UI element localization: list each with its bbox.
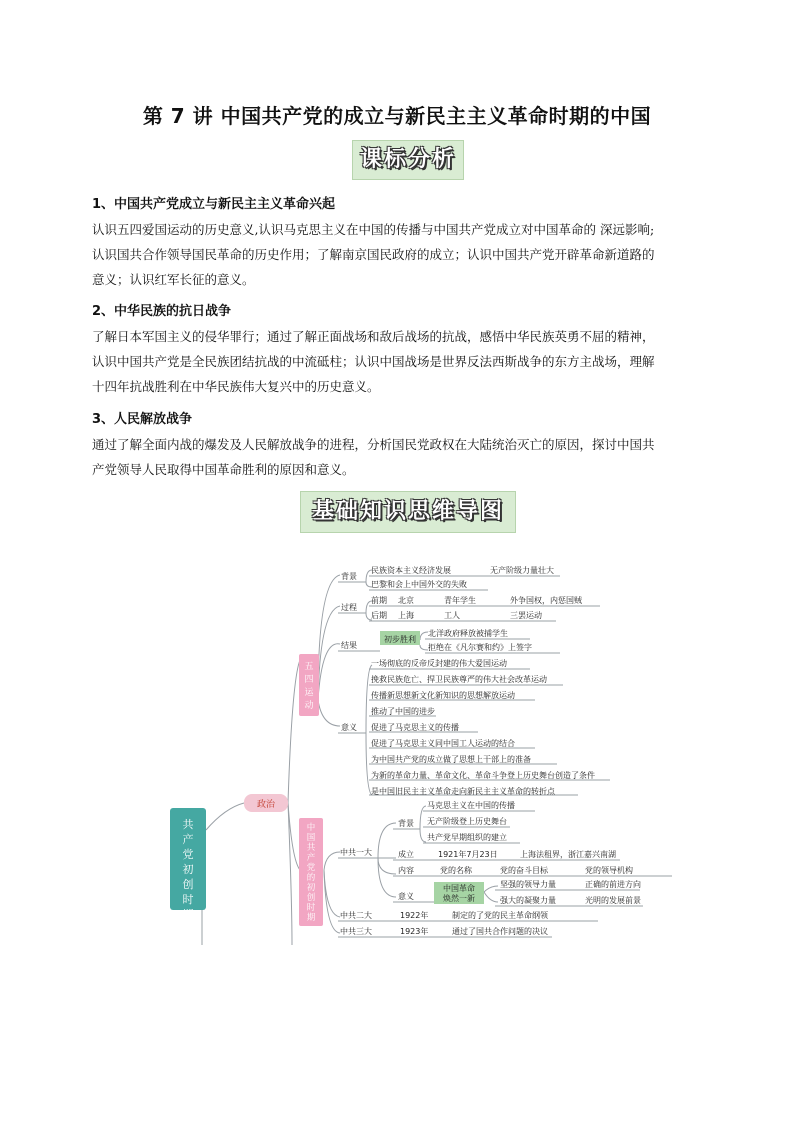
politics-label: 政治 xyxy=(256,800,276,810)
result-tag-label: 初步胜利 xyxy=(384,635,416,644)
branch-label-meaning: 意义 xyxy=(341,723,357,732)
section-paragraph-2 xyxy=(92,324,722,399)
section-heading-1: 1、中国共产党成立与新民主主义革命兴起 xyxy=(92,197,336,212)
section-heading-2: 2、中华民族的抗日战争 xyxy=(92,304,232,319)
ccp-meaning-item: 正确的前进方向 xyxy=(585,880,641,889)
branch-label-background: 背景 xyxy=(341,572,357,581)
meaning-item: 推动了中国的进步 xyxy=(371,707,435,716)
ccp-label-char: 期 xyxy=(306,913,316,923)
branch-label-process: 过程 xyxy=(341,603,357,612)
ccp-label-char: 初 xyxy=(306,883,316,893)
ccp-label-char: 时 xyxy=(306,903,316,913)
ccp-content-item: 党的领导机构 xyxy=(585,866,633,875)
ccp-bg-item: 无产阶级登上历史舞台 xyxy=(427,817,507,826)
ccp-second-year: 1922年 xyxy=(400,911,429,920)
paragraph-line: 了解日本军国主义的侵华罪行；通过了解正面战场和敌后战场的抗战，感悟中华民族英勇不屈的精神， xyxy=(92,329,655,344)
ccp-label-char: 共 xyxy=(306,843,316,853)
may4-label-char: 动 xyxy=(304,701,314,711)
meaning-item: 促进了马克思主义的传播 xyxy=(371,723,459,732)
ccp-meaning-tag-label: 焕然一新 xyxy=(443,894,475,903)
root-label-char: 初 xyxy=(182,863,194,876)
meaning-item: 一场彻底的反帝反封建的伟大爱国运动 xyxy=(371,659,507,668)
paragraph-line: 认识国共合作领导国民革命的历史作用；了解南京国民政府的成立；认识中国共产党开辟革命新道路的 xyxy=(92,247,655,262)
root-label-char: 时 xyxy=(182,893,194,906)
meaning-item: 传播新思想新文化新知识的思想解放运动 xyxy=(371,691,515,700)
process-item: 前期 xyxy=(371,596,387,605)
section-heading-3: 3、人民解放战争 xyxy=(92,412,193,427)
result-item: 拒绝在《凡尔赛和约》上签字 xyxy=(428,643,532,652)
section-paragraph-1 xyxy=(92,217,722,292)
process-item: 三罢运动 xyxy=(510,611,542,620)
ccp-founding-date: 1921年7月23日 xyxy=(438,850,498,859)
ccp-bg-item: 共产党早期组织的建立 xyxy=(427,833,507,842)
ccp-label-char: 的 xyxy=(306,873,316,883)
ccp-content-item: 党的名称 xyxy=(440,866,472,875)
ccp-meaning-item: 强大的凝聚力量 xyxy=(500,896,556,905)
paragraph-line: 认识五四爱国运动的历史意义,认识马克思主义在中国的传播与中国共产党成立对中国革命的 深远影响; xyxy=(92,222,655,237)
ccp-second-text: 制定的了党的民主革命纲领 xyxy=(452,911,548,920)
process-item: 后期 xyxy=(371,611,387,620)
page-title: 第 7 讲 中国共产党的成立与新民主主义革命时期的中国 xyxy=(142,104,652,128)
ccp-meaning-tag-label: 中国革命 xyxy=(443,884,475,893)
paragraph-line: 十四年抗战胜利在中华民族伟大复兴中的历史意义。 xyxy=(92,379,380,394)
paragraph-line: 意义；认识红军长征的意义。 xyxy=(92,272,255,287)
ccp-label-char: 产 xyxy=(306,853,316,863)
mindmap-banner: 基础知识思维导图 xyxy=(300,491,516,533)
may4-label-char: 四 xyxy=(304,675,314,685)
may4-label-char: 运 xyxy=(304,688,314,698)
branch-label-result: 结果 xyxy=(341,641,357,650)
ccp-meaning-item: 坚强的领导力量 xyxy=(500,880,556,889)
section-paragraph-3 xyxy=(92,432,722,482)
paragraph-line: 产党领导人民取得中国革命胜利的原因和意义。 xyxy=(92,462,355,477)
paragraph-line: 认识中国共产党是全民族团结抗战的中流砥柱；认识中国战场是世界反法西斯战争的东方主战场，理解 xyxy=(92,354,655,369)
process-item: 上海 xyxy=(398,611,414,620)
ccp-bg-label: 背景 xyxy=(398,819,414,828)
root-label-char: 产 xyxy=(182,833,194,846)
root-label-char: 党 xyxy=(182,848,194,861)
ccp-content-label: 内容 xyxy=(398,866,414,875)
ccp-second-congress: 中共二大 xyxy=(340,911,372,920)
process-item: 青年学生 xyxy=(444,596,476,605)
process-item: 外争国权，内惩国贼 xyxy=(510,596,582,605)
ccp-label-char: 党 xyxy=(306,863,316,873)
result-item: 北洋政府释放被捕学生 xyxy=(428,629,508,638)
bg-item: 民族资本主义经济发展 xyxy=(371,566,451,575)
may4-label-char: 五 xyxy=(304,662,314,672)
ccp-third-text: 通过了国共合作问题的决议 xyxy=(452,927,548,936)
meaning-item: 挽救民族危亡、捍卫民族尊严的伟大社会改革运动 xyxy=(371,675,547,684)
ccp-label-char: 中 xyxy=(306,823,316,833)
mind-map xyxy=(0,550,794,950)
ccp-first-congress: 中共一大 xyxy=(340,848,372,857)
ccp-meaning-label: 意义 xyxy=(398,892,414,901)
ccp-third-year: 1923年 xyxy=(400,927,429,936)
ccp-bg-item: 马克思主义在中国的传播 xyxy=(427,801,515,810)
meaning-item: 促进了马克思主义同中国工人运动的结合 xyxy=(371,739,515,748)
ccp-meaning-item: 光明的发展前景 xyxy=(585,896,641,905)
process-item: 北京 xyxy=(398,596,414,605)
ccp-founding-label: 成立 xyxy=(398,850,414,859)
bg-item: 无产阶级力量壮大 xyxy=(490,566,554,575)
ccp-third-congress: 中共三大 xyxy=(340,927,372,936)
paragraph-line: 通过了解全面内战的爆发及人民解放战争的进程，分析国民党政权在大陆统治灭亡的原因，探讨中国共 xyxy=(92,437,655,452)
bg-item: 巴黎和会上中国外交的失败 xyxy=(371,580,467,589)
ccp-content-item: 党的奋斗目标 xyxy=(500,866,548,875)
process-item: 工人 xyxy=(444,611,460,620)
meaning-item: 是中国旧民主主义革命走向新民主主义革命的转折点 xyxy=(371,787,555,796)
root-label-char: 创 xyxy=(182,878,194,891)
meaning-item: 为新的革命力量、革命文化、革命斗争登上历史舞台创造了条件 xyxy=(371,771,595,780)
ccp-founding-place: 上海法租界，浙江嘉兴南湖 xyxy=(520,850,616,859)
ccp-label-char: 创 xyxy=(306,893,316,903)
root-label-char: 期 xyxy=(182,908,194,921)
ccp-label-char: 国 xyxy=(306,833,316,843)
root-label-char: 共 xyxy=(182,818,194,831)
course-standard-banner: 课标分析 xyxy=(352,140,464,180)
meaning-item: 为中国共产党的成立做了思想上干部上的准备 xyxy=(371,755,531,764)
